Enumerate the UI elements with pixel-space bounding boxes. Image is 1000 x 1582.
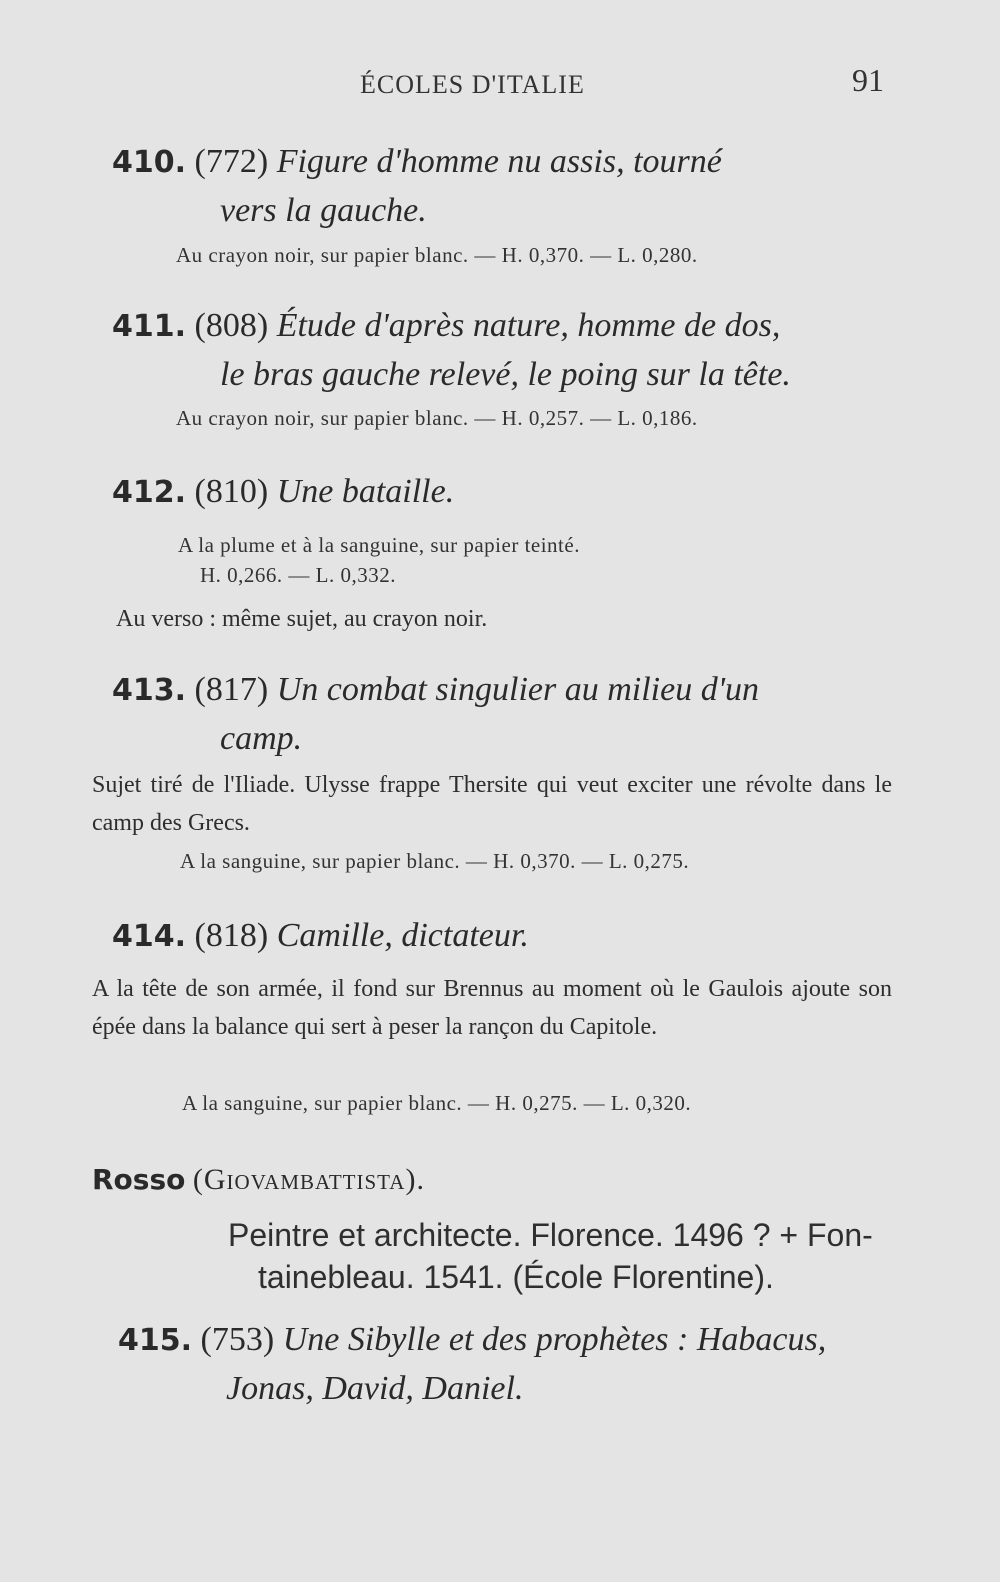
verso-note: Au verso : même sujet, au crayon noir. — [116, 606, 488, 632]
description: Sujet tiré de l'Iliade. Ulysse frappe Thersite qui veut exciter une révolte dans le camp des Grecs. — [92, 772, 892, 836]
medium-dimensions: A la sanguine, sur papier blanc. — H. 0,370. — L. 0,275. — [180, 849, 690, 873]
entry-415-title — [118, 1316, 898, 1413]
artwork-title-continued: vers la gauche. — [220, 192, 427, 229]
running-title: ÉCOLES D'ITALIE — [360, 70, 585, 99]
entry-412-title — [112, 468, 892, 517]
artwork-title: Camille, dictateur. — [276, 917, 529, 954]
artwork-title: Une Sibylle et des prophètes : Habacus, — [282, 1321, 827, 1358]
dimensions: H. 0,266. — L. 0,332. — [200, 563, 396, 587]
page-number: 91 — [852, 62, 884, 98]
artwork-title-continued: Jonas, David, Daniel. — [226, 1370, 524, 1407]
entry-413-title — [112, 666, 892, 763]
medium-dimensions: Au crayon noir, sur papier blanc. — H. 0,370. — L. 0,280. — [176, 243, 698, 267]
medium-dimensions: A la sanguine, sur papier blanc. — H. 0,275. — L. 0,320. — [182, 1091, 692, 1115]
artwork-title: Une bataille. — [276, 473, 455, 510]
artist-surname: Rosso — [92, 1163, 186, 1196]
bio-line-continued: tainebleau. 1541. (École Florentine). — [258, 1259, 774, 1295]
artist-biography — [228, 1214, 908, 1298]
medium: A la plume et à la sanguine, sur papier teinté. — [178, 533, 580, 557]
inventory-number: (808) — [194, 307, 269, 344]
artwork-title: Figure d'homme nu assis, tourné — [276, 143, 722, 180]
entry-number: 415. — [118, 1323, 193, 1358]
entry-number: 412. — [112, 475, 187, 510]
inventory-number: (817) — [194, 671, 269, 708]
inventory-number: (810) — [194, 473, 269, 510]
bio-line: Peintre et architecte. Florence. 1496 ? + Fon- — [228, 1217, 873, 1253]
inventory-number: (753) — [200, 1321, 275, 1358]
page-header — [0, 62, 1000, 102]
artwork-title-continued: camp. — [220, 720, 303, 757]
artwork-title-continued: le bras gauche relevé, le poing sur la tête. — [220, 356, 791, 393]
artist-given-name: (Giovambattista). — [192, 1163, 425, 1196]
entry-414-title — [112, 912, 892, 961]
artist-heading — [92, 1163, 425, 1197]
entry-number: 414. — [112, 919, 187, 954]
artwork-title: Étude d'après nature, homme de dos, — [276, 307, 781, 344]
medium-dimensions: Au crayon noir, sur papier blanc. — H. 0,257. — L. 0,186. — [176, 406, 698, 430]
inventory-number: (818) — [194, 917, 269, 954]
entry-410-title — [112, 138, 892, 235]
entry-number: 410. — [112, 145, 187, 180]
inventory-number: (772) — [194, 143, 269, 180]
description: A la tête de son armée, il fond sur Brennus au moment où le Gaulois ajoute son épée dans la balance qui sert à peser la rançon du Capitole. — [92, 976, 892, 1040]
artwork-title: Un combat singulier au milieu d'un — [276, 671, 759, 708]
entry-number: 413. — [112, 673, 187, 708]
entry-number: 411. — [112, 309, 187, 344]
entry-411-title — [112, 302, 892, 399]
